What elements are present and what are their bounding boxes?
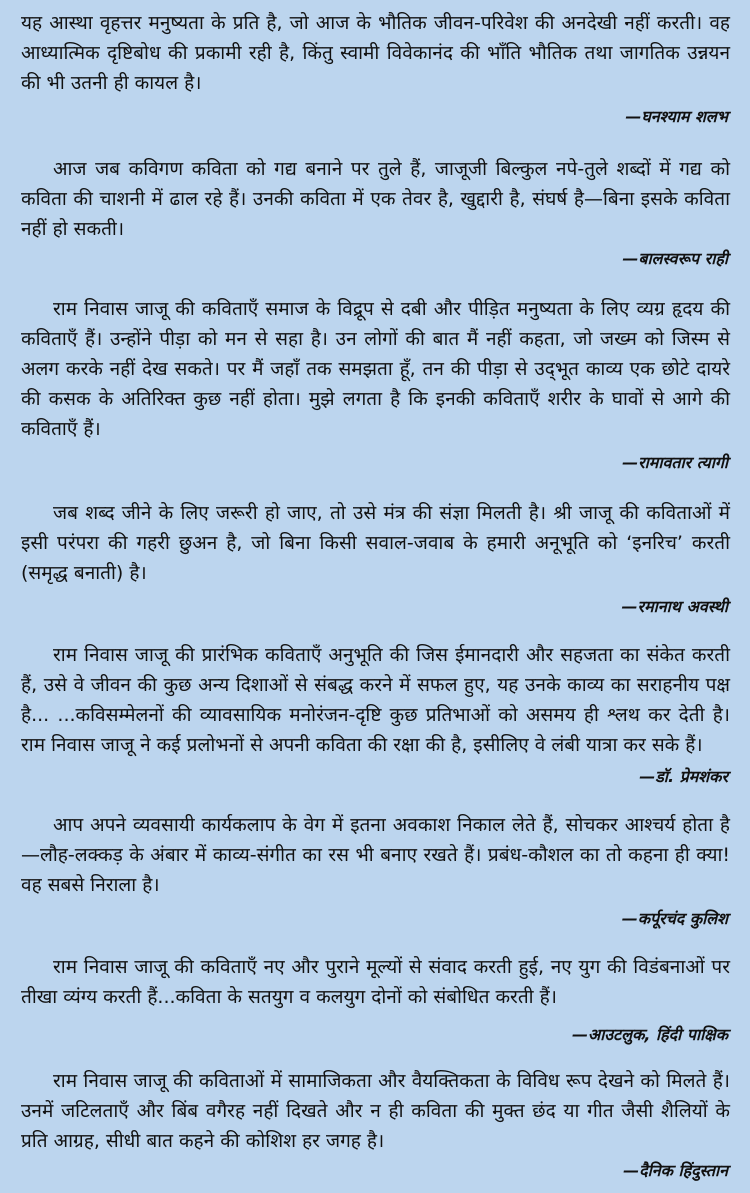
quote-block xyxy=(21,294,730,474)
quote-author: —रमानाथ अवस्थी xyxy=(621,597,728,616)
quote-block xyxy=(21,154,730,270)
quote-text: राम निवास जाजू की कविताओं में सामाजिकता और वैयक्तिकता के विविध रूप देखने को मिलते हैं। उनमें जटिलताएँ और बिंब वगैरह नहीं दिखते और न ही कविता की मुक्त छंद या गीत जैसी शैलियों के प्रति आग्रह, सीधी बात कहने की कोशिश हर जगह है। xyxy=(21,1070,730,1152)
quote-block xyxy=(21,1066,730,1182)
quote-block xyxy=(21,498,730,618)
quote-block xyxy=(21,640,730,788)
quote-text: राम निवास जाजू की प्रारंभिक कविताएँ अनुभूति की जिस ईमानदारी और सहजता का संकेत करती हैं, उसे वे जीवन की कुछ अन्य दिशाओं से संबद्ध करने में सफल हुए, यह उनके काव्य का सराहनीय पक्ष है... ...कविसम्मेलनों की व्यावसायिक मनोरंजन-दृष्टि कुछ प्रतिभाओं को असमय ही श्लथ कर देती है। राम निवास जाजू ने कई प्रलोभनों से अपनी कविता की रक्षा की है, इसीलिए वे लंबी यात्रा कर सके हैं। xyxy=(21,644,730,756)
quote-text: राम निवास जाजू की कविताएँ नए और पुराने मूल्यों से संवाद करती हुई, नए युग की विडंबनाओं पर तीखा व्यंग्य करती हैं...कविता के सतयुग व कलयुग दोनों को संबोधित करती हैं। xyxy=(21,956,730,1008)
quote-text: आज जब कविगण कविता को गद्य बनाने पर तुले हैं, जाजूजी बिल्कुल नपे-तुले शब्दों में गद्य को कविता की चाशनी में ढाल रहे हैं। उनकी कविता में एक तेवर है, खुद्दारी है, संघर्ष है—बिना इसके कविता नहीं हो सकती। xyxy=(21,158,730,240)
quote-block xyxy=(21,8,730,128)
quote-author: —घनश्याम शलभ xyxy=(625,107,728,126)
quote-text: राम निवास जाजू की कविताएँ समाज के विद्रूप से दबी और पीड़ित मनुष्यता के लिए व्यग्र हृदय की कविताएँ हैं। उन्होंने पीड़ा को मन से सहा है। उन लोगों की बात मैं नहीं कहता, जो जख्म को जिस्म से अलग करके नहीं देख सकते। पर मैं जहाँ तक समझता हूँ, तन की पीड़ा से उद्‌भूत काव्य एक छोटे दायरे की कसक के अतिरिक्त कुछ नहीं होता। मुझे लगता है कि इनकी कविताएँ शरीर के घावों से आगे की कविताएँ हैं। xyxy=(21,298,730,440)
quote-author: —दैनिक हिंदुस्तान xyxy=(623,1161,728,1180)
quote-author: —रामावतार त्यागी xyxy=(622,453,728,472)
quote-text: जब शब्द जीने के लिए जरूरी हो जाए, तो उसे मंत्र की संज्ञा मिलती है। श्री जाजू की कविताओं में इसी परंपरा की गहरी छुअन है, जो बिना किसी सवाल-जवाब के हमारी अनूभूति को ‘इनरिच’ करती (समृद्ध बनाती) है। xyxy=(21,502,730,584)
quote-block xyxy=(21,952,730,1046)
quote-author: —आउटलुक, हिंदी पाक्षिक xyxy=(572,1025,728,1044)
quote-text: आप अपने व्यवसायी कार्यकलाप के वेग में इतना अवकाश निकाल लेते हैं, सोचकर आश्चर्य होता है—लौह-लक्कड़ के अंबार में काव्य-संगीत का रस भी बनाए रखते हैं। प्रबंध-कौशल का तो कहना ही क्या! वह सबसे निराला है। xyxy=(21,814,730,896)
quote-author: —कर्पूरचंद कुलिश xyxy=(621,909,728,928)
quote-text: यह आस्था वृहत्तर मनुष्यता के प्रति है, जो आज के भौतिक जीवन-परिवेश की अनदेखी नहीं करती। वह आध्यात्मिक दृष्टिबोध की प्रकामी रही है, किंतु स्वामी विवेकानंद की भाँति भौतिक तथा जागतिक उन्नयन की भी उतनी ही कायल है। xyxy=(21,12,730,94)
quote-block xyxy=(21,810,730,930)
quote-author: —डॉ. प्रेमशंकर xyxy=(639,767,728,786)
quote-author: —बालस्वरूप राही xyxy=(622,249,728,268)
